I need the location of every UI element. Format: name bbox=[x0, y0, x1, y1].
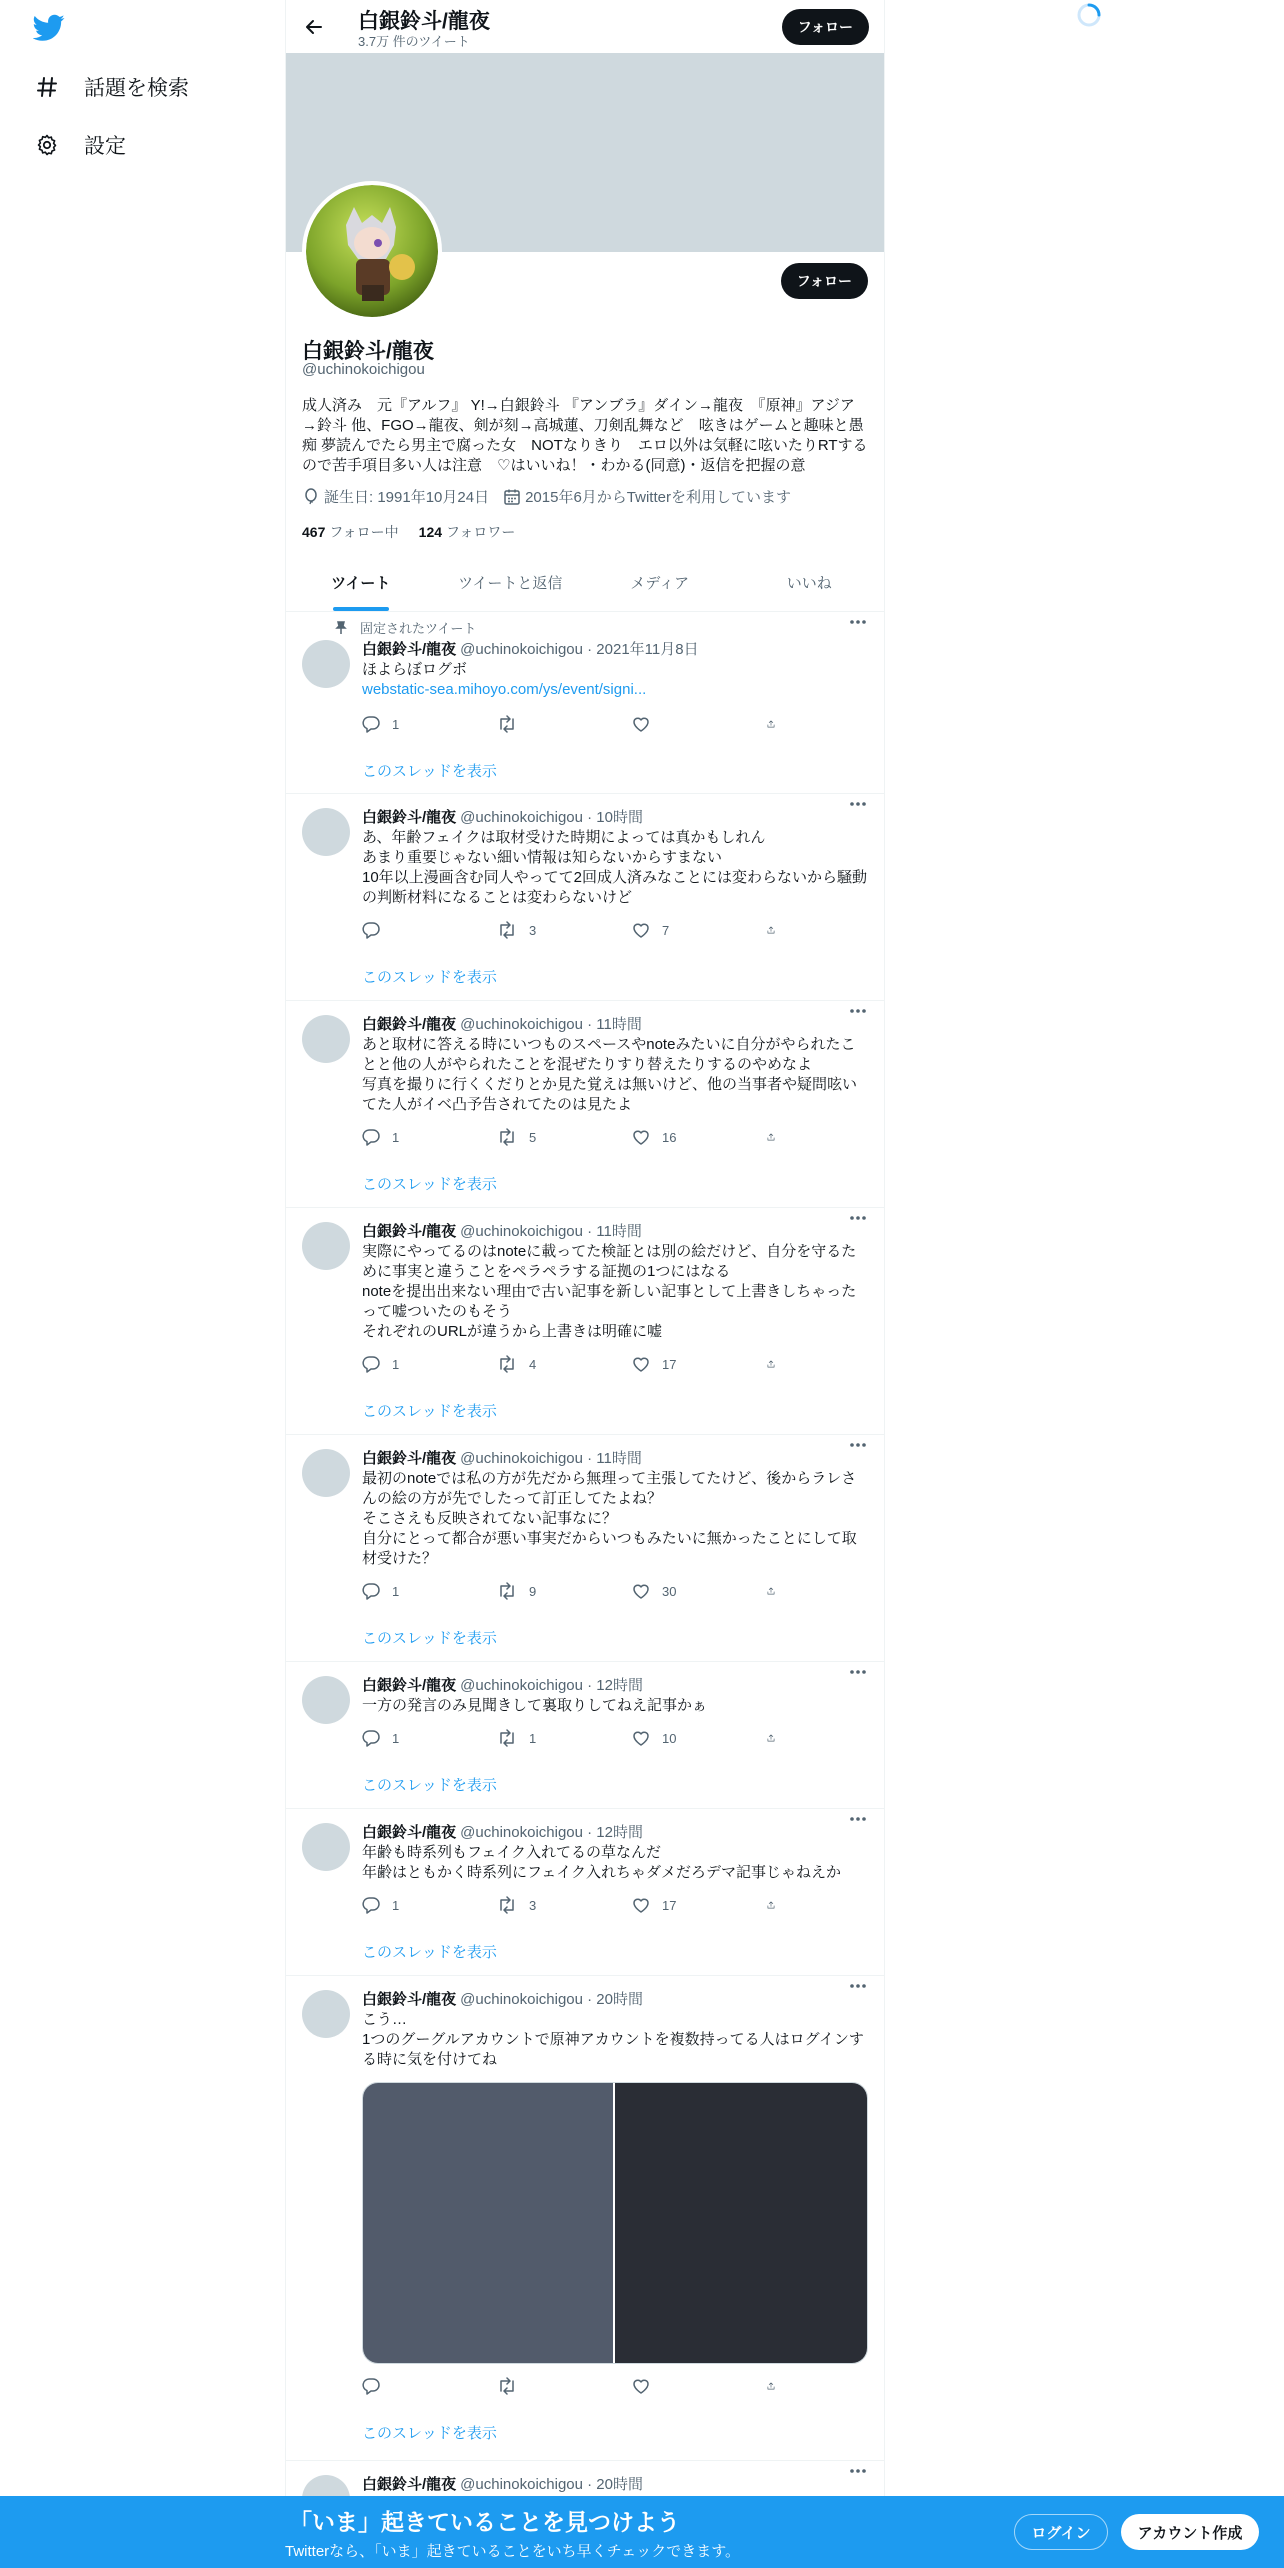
reply-icon bbox=[362, 1355, 380, 1373]
reply-button[interactable] bbox=[362, 1581, 462, 1601]
like-count: 7 bbox=[662, 922, 670, 938]
show-thread-link[interactable]: このスレッドを表示 bbox=[362, 1403, 497, 1420]
reply-button[interactable] bbox=[362, 1895, 462, 1915]
tweet-author-name[interactable]: 白銀鈴斗/龍夜 bbox=[362, 1823, 457, 1841]
heart-icon bbox=[632, 1128, 650, 1146]
like-button[interactable] bbox=[632, 1581, 732, 1601]
tweet[interactable] bbox=[286, 794, 884, 1001]
more-options-icon[interactable] bbox=[848, 2461, 868, 2481]
loading-spinner-icon bbox=[1076, 2, 1102, 28]
show-thread-link[interactable]: このスレッドを表示 bbox=[362, 763, 497, 780]
like-button[interactable] bbox=[632, 1127, 732, 1147]
retweet-icon bbox=[497, 921, 517, 939]
reply-icon bbox=[362, 1128, 380, 1146]
tweet-handle-time[interactable]: @uchinokoichigou · 10時間 bbox=[460, 808, 643, 826]
retweet-icon bbox=[497, 1355, 517, 1373]
profile-display-name: 白銀鈴斗/龍夜 bbox=[302, 340, 434, 363]
share-icon bbox=[767, 921, 775, 939]
reply-count: 1 bbox=[392, 1356, 400, 1372]
tweet-image-1[interactable] bbox=[363, 2083, 615, 2363]
calendar-icon bbox=[503, 488, 521, 506]
header-profile-name: 白銀鈴斗/龍夜 bbox=[358, 10, 490, 33]
share-button[interactable] bbox=[767, 2376, 787, 2396]
reply-button[interactable] bbox=[362, 1728, 462, 1748]
retweet-count: 3 bbox=[529, 1897, 537, 1913]
like-count: 17 bbox=[662, 1356, 677, 1372]
more-options-icon[interactable] bbox=[848, 794, 868, 814]
more-options-icon[interactable] bbox=[848, 1662, 868, 1682]
signup-banner bbox=[0, 2496, 1284, 2568]
profile-column bbox=[285, 0, 885, 2568]
share-button[interactable] bbox=[767, 1728, 787, 1748]
retweet-icon bbox=[497, 715, 517, 733]
retweet-icon bbox=[497, 1729, 517, 1747]
reply-button[interactable] bbox=[362, 1127, 462, 1147]
tweet[interactable] bbox=[286, 1809, 884, 1976]
pinned-label: 固定されたツイート bbox=[360, 621, 477, 636]
heart-icon bbox=[632, 1355, 650, 1373]
following-label: フォロー中 bbox=[329, 524, 399, 540]
tweet-author-name[interactable]: 白銀鈴斗/龍夜 bbox=[362, 1015, 457, 1033]
balloon-icon bbox=[302, 488, 320, 506]
tweet-handle-time[interactable]: @uchinokoichigou · 11時間 bbox=[460, 1449, 642, 1467]
share-icon bbox=[767, 2377, 775, 2395]
tweet-author-name[interactable]: 白銀鈴斗/龍夜 bbox=[362, 1222, 457, 1240]
tweet-text: あ、年齢フェイクは取材受けた時期によっては真かもしれん あまり重要じゃない細い情報は知らないからすまない 10年以上漫画含む同人やってて2回成人済みなことには変わらないから騒動の判断材料になることは変わらないけど bbox=[362, 829, 868, 906]
reply-count: 1 bbox=[392, 1129, 400, 1145]
back-arrow-icon[interactable] bbox=[300, 13, 328, 41]
share-icon bbox=[767, 715, 775, 733]
tweet-avatar[interactable] bbox=[302, 1015, 350, 1063]
more-options-icon[interactable] bbox=[848, 1208, 868, 1228]
heart-icon bbox=[632, 715, 650, 733]
heart-icon bbox=[632, 1582, 650, 1600]
tweet-image-2[interactable] bbox=[615, 2083, 867, 2363]
tweet-actions bbox=[362, 1127, 787, 1147]
retweet-button[interactable] bbox=[497, 1728, 597, 1748]
retweet-count: 1 bbox=[529, 1730, 537, 1746]
signup-banner-subtitle: Twitterなら、「いま」起きていることをいち早くチェックできます。 bbox=[285, 2543, 741, 2560]
like-button[interactable] bbox=[632, 1354, 732, 1374]
tweet-actions bbox=[362, 920, 787, 940]
retweet-icon bbox=[497, 2377, 517, 2395]
nav-explore[interactable] bbox=[34, 67, 189, 107]
tweet-text: 最初のnoteでは私の方が先だから無理って主張してたけど、後からラレさんの絵の方が先でしたって訂正してたよね？ そこさえも反映されてない記事なに？ 自分にとって都合が悪い事実だからいつもみたいに無かったことにして取材受けた？ bbox=[362, 1470, 857, 1567]
reply-count: 1 bbox=[392, 716, 400, 732]
profile-handle: @uchinokoichigou bbox=[302, 361, 425, 378]
reply-icon bbox=[362, 1896, 380, 1914]
profile-birthday bbox=[302, 486, 489, 507]
pin-icon bbox=[334, 621, 348, 635]
tweet-text: こう… 1つのグーグルアカウントで原神アカウントを複数持ってる人はログインする時に気を付けてね bbox=[362, 2011, 864, 2068]
tweet[interactable] bbox=[286, 1208, 884, 1435]
tweet-media[interactable] bbox=[362, 2082, 868, 2364]
tweet-handle-time[interactable]: @uchinokoichigou · 20時間 bbox=[460, 1990, 643, 2008]
gear-icon bbox=[34, 132, 60, 158]
reply-button[interactable] bbox=[362, 714, 462, 734]
nav-settings[interactable] bbox=[34, 125, 126, 165]
following-count: 467 bbox=[302, 524, 326, 540]
twitter-logo-icon[interactable] bbox=[33, 14, 65, 44]
reply-icon bbox=[362, 1729, 380, 1747]
share-icon bbox=[767, 1729, 775, 1747]
retweet-count: 5 bbox=[529, 1129, 537, 1145]
retweet-button[interactable] bbox=[497, 1581, 597, 1601]
retweet-button[interactable] bbox=[497, 1127, 597, 1147]
show-thread-link[interactable]: このスレッドを表示 bbox=[362, 2425, 497, 2442]
tweet-actions bbox=[362, 714, 787, 734]
tweet-avatar[interactable] bbox=[302, 1823, 350, 1871]
retweet-button[interactable] bbox=[497, 1354, 597, 1374]
heart-icon bbox=[632, 2377, 650, 2395]
nav-explore-label: 話題を検索 bbox=[84, 77, 189, 100]
more-options-icon[interactable] bbox=[848, 612, 868, 632]
retweet-button[interactable] bbox=[497, 920, 597, 940]
retweet-icon bbox=[497, 1896, 517, 1914]
profile-follow-stats bbox=[302, 522, 535, 542]
tweet-avatar[interactable] bbox=[302, 1222, 350, 1270]
share-icon bbox=[767, 1582, 775, 1600]
header-follow-button[interactable]: フォロー bbox=[782, 9, 869, 45]
following-link[interactable] bbox=[302, 522, 399, 542]
tweet-author-name[interactable]: 白銀鈴斗/龍夜 bbox=[362, 2475, 457, 2493]
tweet-timeline bbox=[286, 612, 884, 2568]
nav-settings-label: 設定 bbox=[84, 135, 126, 158]
reply-icon bbox=[362, 2377, 380, 2395]
share-button[interactable] bbox=[767, 714, 787, 734]
reply-button[interactable] bbox=[362, 2376, 462, 2396]
header-tweet-count: 3.7万 件のツイート bbox=[358, 34, 470, 49]
show-thread-link[interactable]: このスレッドを表示 bbox=[362, 1176, 497, 1193]
like-button[interactable] bbox=[632, 920, 732, 940]
like-button[interactable] bbox=[632, 1895, 732, 1915]
more-options-icon[interactable] bbox=[848, 1001, 868, 1021]
retweet-icon bbox=[497, 1582, 517, 1600]
show-thread-link[interactable]: このスレッドを表示 bbox=[362, 1630, 497, 1647]
tweet-handle-time[interactable]: @uchinokoichigou · 20時間 bbox=[460, 2475, 643, 2493]
tab-media[interactable]: メディア bbox=[630, 575, 690, 592]
tab-tweets[interactable]: ツイート bbox=[286, 554, 436, 611]
tweet-avatar[interactable] bbox=[302, 1449, 350, 1497]
like-button[interactable] bbox=[632, 714, 732, 734]
tweet-handle-time[interactable]: @uchinokoichigou · 12時間 bbox=[460, 1823, 643, 1841]
profile-tabs bbox=[286, 554, 884, 612]
heart-icon bbox=[632, 921, 650, 939]
reply-count: 1 bbox=[392, 1897, 400, 1913]
tweet-actions bbox=[362, 1581, 787, 1601]
tweet[interactable] bbox=[286, 612, 884, 794]
tweet-text: あと取材に答える時にいつものスペースやnoteみたいに自分がやられたことと他の人がやられたことを混ぜたりすり替えたりするのやめなよ 写真を撮りに行くくだりとか見た覚えは無いけど、他の当事者や疑問呟いてた人がイベ凸予告されてたのは見たよ bbox=[362, 1036, 858, 1113]
profile-bio: 成人済み 元『アルフ』 Y!→白銀鈴斗 『アンブラ』ダイン→龍夜 『原神』アジア→鈴斗 他、FGO→龍夜、剣が刻→高城蓮、刀剣乱舞など 呟きはゲームと趣味と愚痴 夢読んでたら男主で腐った女 NOTなりきり エロ以外は気軽に呟いたりRTするので苦手項目多い人は注意 ♡はいいね！・わかる(同意)・返信を把握の意 bbox=[302, 397, 868, 474]
tweet[interactable] bbox=[286, 1435, 884, 1662]
tweet-actions bbox=[362, 1354, 787, 1374]
profile-meta bbox=[302, 486, 805, 507]
tweet-link[interactable]: webstatic-sea.mihoyo.com/ys/event/signi... bbox=[362, 681, 647, 698]
reply-count: 1 bbox=[392, 1730, 400, 1746]
share-button[interactable] bbox=[767, 1581, 787, 1601]
followers-label: フォロワー bbox=[446, 524, 516, 540]
tweet-handle-time[interactable]: @uchinokoichigou · 11時間 bbox=[460, 1222, 642, 1240]
retweet-count: 4 bbox=[529, 1356, 537, 1372]
show-thread-link[interactable]: このスレッドを表示 bbox=[362, 969, 497, 986]
show-thread-link[interactable]: このスレッドを表示 bbox=[362, 1777, 497, 1794]
share-button[interactable] bbox=[767, 1354, 787, 1374]
tweet-text: ほよらぼログボ bbox=[362, 661, 468, 678]
share-button[interactable] bbox=[767, 1895, 787, 1915]
like-button[interactable] bbox=[632, 2376, 732, 2396]
tweet-text: 一方の発言のみ見聞きして裏取りしてねえ記事かぁ bbox=[362, 1697, 708, 1714]
like-count: 17 bbox=[662, 1897, 677, 1913]
tweet-actions bbox=[362, 1895, 787, 1915]
retweet-count: 9 bbox=[529, 1583, 537, 1599]
like-count: 16 bbox=[662, 1129, 677, 1145]
profile-header-bar bbox=[286, 0, 884, 53]
like-button[interactable] bbox=[632, 1728, 732, 1748]
show-thread-link[interactable]: このスレッドを表示 bbox=[362, 1944, 497, 1961]
tweet-avatar[interactable] bbox=[302, 1990, 350, 2038]
tweet-text: 年齢も時系列もフェイク入れてるの草なんだ 年齢はともかく時系列にフェイク入れちゃダメだろデマ記事じゃねえか bbox=[362, 1844, 841, 1881]
tweet-avatar[interactable] bbox=[302, 640, 350, 688]
retweet-count: 3 bbox=[529, 922, 537, 938]
tab-likes[interactable]: いいね bbox=[786, 575, 832, 592]
retweet-button[interactable] bbox=[497, 1895, 597, 1915]
reply-count: 1 bbox=[392, 1583, 400, 1599]
followers-link[interactable] bbox=[419, 522, 516, 542]
retweet-icon bbox=[497, 1128, 517, 1146]
tweet-author-name[interactable]: 白銀鈴斗/龍夜 bbox=[362, 640, 457, 658]
tweet-avatar[interactable] bbox=[302, 1676, 350, 1724]
retweet-button[interactable] bbox=[497, 714, 597, 734]
more-options-icon[interactable] bbox=[848, 1976, 868, 1996]
login-button[interactable]: ログイン bbox=[1014, 2514, 1108, 2550]
share-button[interactable] bbox=[767, 920, 787, 940]
tweet-handle-time[interactable]: @uchinokoichigou · 12時間 bbox=[460, 1676, 643, 1694]
tweet-text: 実際にやってるのはnoteに載ってた検証とは別の絵だけど、自分を守るために事実と違うことをペラペラする証拠の1つにはなる noteを提出出来ない理由で古い記事を新しい記事として上書きしちゃったって嘘ついたのもそう それぞれのURLが違うから上書きは明確に嘘 bbox=[362, 1243, 857, 1340]
retweet-button[interactable] bbox=[497, 2376, 597, 2396]
heart-icon bbox=[632, 1896, 650, 1914]
reply-icon bbox=[362, 715, 380, 733]
signup-banner-title: 「いま」起きていることを見つけよう bbox=[289, 2509, 680, 2535]
profile-avatar[interactable] bbox=[302, 181, 442, 321]
like-count: 10 bbox=[662, 1730, 677, 1746]
share-icon bbox=[767, 1128, 775, 1146]
left-navigation bbox=[0, 0, 285, 2568]
profile-joined-text: 2015年6月からTwitterを利用しています bbox=[525, 489, 791, 506]
tweet-handle-time[interactable]: @uchinokoichigou · 2021年11月8日 bbox=[460, 640, 699, 658]
tweet-author-name[interactable]: 白銀鈴斗/龍夜 bbox=[362, 1449, 457, 1467]
more-options-icon[interactable] bbox=[848, 1435, 868, 1455]
reply-icon bbox=[362, 1582, 380, 1600]
more-options-icon[interactable] bbox=[848, 1809, 868, 1829]
hashtag-icon bbox=[34, 74, 60, 100]
reply-button[interactable] bbox=[362, 920, 462, 940]
share-icon bbox=[767, 1355, 775, 1373]
profile-joined bbox=[503, 486, 791, 507]
reply-icon bbox=[362, 921, 380, 939]
tweet-author-name[interactable]: 白銀鈴斗/龍夜 bbox=[362, 1990, 457, 2008]
heart-icon bbox=[632, 1729, 650, 1747]
like-count: 30 bbox=[662, 1583, 677, 1599]
tweet-author-name[interactable]: 白銀鈴斗/龍夜 bbox=[362, 808, 457, 826]
tweet-author-name[interactable]: 白銀鈴斗/龍夜 bbox=[362, 1676, 457, 1694]
tab-tweets-and-replies[interactable]: ツイートと返信 bbox=[458, 575, 563, 592]
tweet-handle-time[interactable]: @uchinokoichigou · 11時間 bbox=[460, 1015, 642, 1033]
tweet[interactable] bbox=[286, 1976, 884, 2461]
profile-birthday-text: 誕生日: 1991年10月24日 bbox=[324, 489, 490, 506]
followers-count: 124 bbox=[418, 524, 443, 540]
tweet-actions bbox=[362, 1728, 787, 1748]
tweet[interactable] bbox=[286, 1001, 884, 1208]
signup-button[interactable]: アカウント作成 bbox=[1121, 2514, 1259, 2550]
tweet-avatar[interactable] bbox=[302, 808, 350, 856]
tweet[interactable] bbox=[286, 1662, 884, 1809]
reply-button[interactable] bbox=[362, 1354, 462, 1374]
share-icon bbox=[767, 1896, 775, 1914]
share-button[interactable] bbox=[767, 1127, 787, 1147]
tweet-actions bbox=[362, 2376, 787, 2396]
profile-follow-button[interactable]: フォロー bbox=[781, 263, 868, 299]
